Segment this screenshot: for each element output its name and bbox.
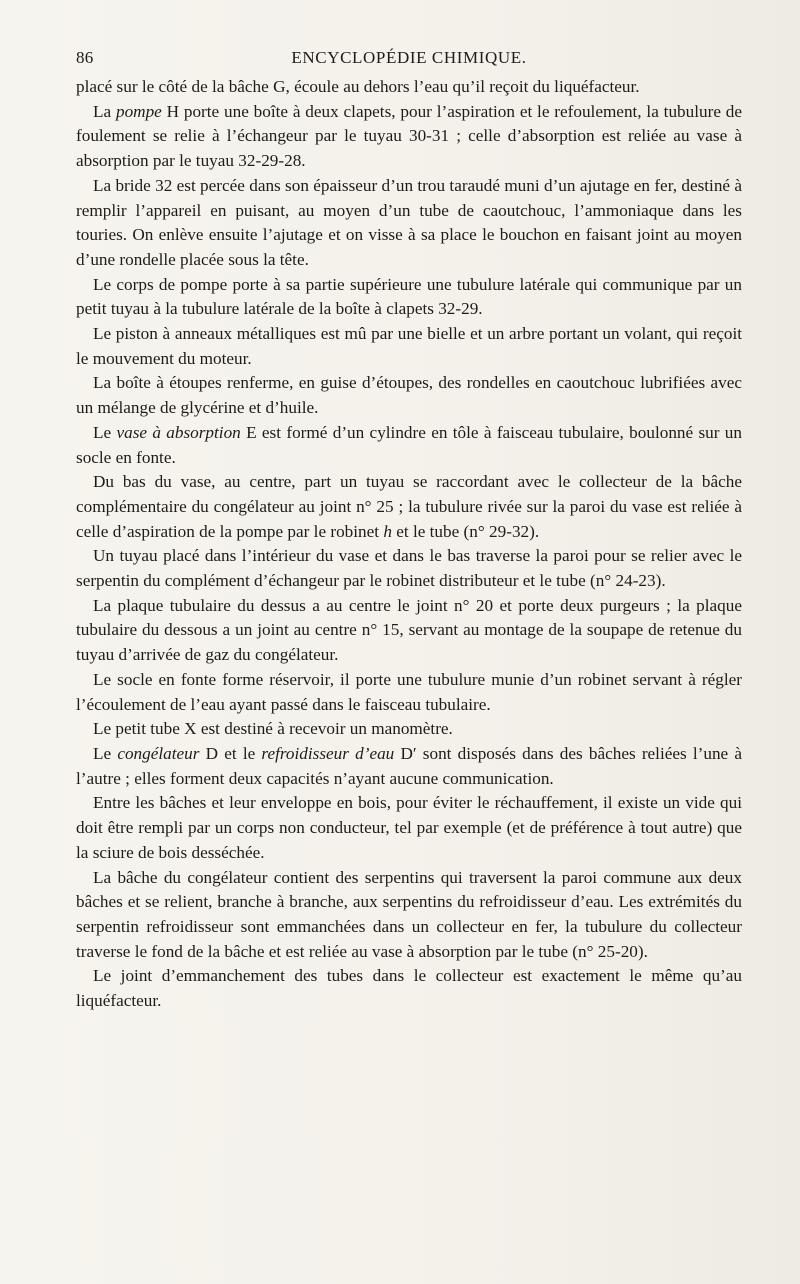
paragraph: Le petit tube X est destiné à recevoir un manomètre.	[93, 719, 453, 739]
running-head-title: ENCYCLOPÉDIE CHIMIQUE.	[291, 48, 527, 67]
italic-term: pompe	[115, 101, 162, 121]
body-text	[76, 75, 742, 1014]
paragraph: La pompe H porte une boîte à deux clapets, pour l’aspiration et le refoulement, la tubulure de foulement se relie à l’échangeur par le tuyau 30-31 ; celle d’absorption est reliée au vase à absorption par le tuyau 32-29-28.	[76, 101, 742, 171]
paragraph: Le congélateur D et le refroidisseur d’eau D′ sont disposés dans des bâches reliées l’une à l’autre ; elles forment deux capacités n’ayant aucune communication.	[76, 743, 742, 788]
paragraph: Le corps de pompe porte à sa partie supérieure une tubulure latérale qui communique par un petit tuyau à la tubulure latérale de la boîte à clapets 32-29.	[76, 274, 742, 319]
page-number: 86	[76, 48, 94, 67]
paragraph: Le piston à anneaux métalliques est mû par une bielle et un arbre portant un volant, qui reçoit le mouvement du moteur.	[76, 324, 742, 368]
paragraph: Le socle en fonte forme réservoir, il porte une tubulure munie d’un robinet servant à régler l’écoulement de l’eau ayant passé dans le faisceau tubulaire.	[76, 669, 742, 714]
italic-term: refroidisseur d’eau	[261, 743, 395, 763]
paragraph: La bâche du congélateur contient des serpentins qui traversent la paroi commune aux deux bâches et se relient, branche à branche, aux serpentins du refroidisseur d’eau. Les extrémités du serpentin refroidisseur sont emmanchées dans un collecteur en fer, la tubulure du collecteur traverse le fond de la bâche et est reliée au vase à absorption par le tube (n° 25-20).	[76, 867, 742, 961]
paragraph: Le joint d’emmanchement des tubes dans le collecteur est exactement le même qu’au liquéfacteur.	[76, 966, 742, 1011]
paragraph: Du bas du vase, au centre, part un tuyau se raccordant avec le collecteur de la bâche complémentaire du congélateur au joint n° 25 ; la tubulure rivée sur la paroi du vase est reliée à celle d’aspiration de la pompe par le robinet h et le tube (n° 29-32).	[76, 472, 742, 541]
paragraph: La bride 32 est percée dans son épaisseur d’un trou taraudé muni d’un ajutage en fer, destiné à remplir l’appareil en puisant, au moyen d’un tube de caoutchouc, l’ammoniaque dans les touries. On enlève ensuite l’ajutage et on visse à sa place le bouchon en faisant joint au moyen d’une rondelle placée sous la tête.	[76, 175, 742, 269]
paragraph: Le vase à absorption E est formé d’un cylindre en tôle à faisceau tubulaire, boulonné sur un socle en fonte.	[76, 422, 742, 467]
paragraph: La boîte à étoupes renferme, en guise d’étoupes, des rondelles en caoutchouc lubrifiées avec un mélange de glycérine et d’huile.	[76, 373, 742, 418]
italic-term: vase à absorption	[116, 422, 241, 442]
paragraph: placé sur le côté de la bâche G, écoule au dehors l’eau qu’il reçoit du liquéfacteur.	[76, 77, 640, 96]
italic-term: congélateur	[117, 743, 200, 763]
running-head	[76, 48, 742, 70]
paragraph: La plaque tubulaire du dessus a au centre le joint n° 20 et porte deux purgeurs ; la plaque tubulaire du dessous a un joint au centre n° 15, servant au montage de la soupape de retenue du tuyau d’arrivée de gaz du congélateur.	[76, 595, 742, 665]
paragraph: Un tuyau placé dans l’intérieur du vase et dans le bas traverse la paroi pour se relier avec le serpentin du complément d’échangeur par le robinet distributeur et le tube (n° 24-23).	[76, 546, 742, 591]
italic-term: h	[383, 521, 392, 541]
paragraph: Entre les bâches et leur enveloppe en bois, pour éviter le réchauffement, il existe un vide qui doit être rempli par un corps non conducteur, tel par exemple (et de préférence à tout autre) que la sciure de bois desséchée.	[76, 793, 742, 862]
